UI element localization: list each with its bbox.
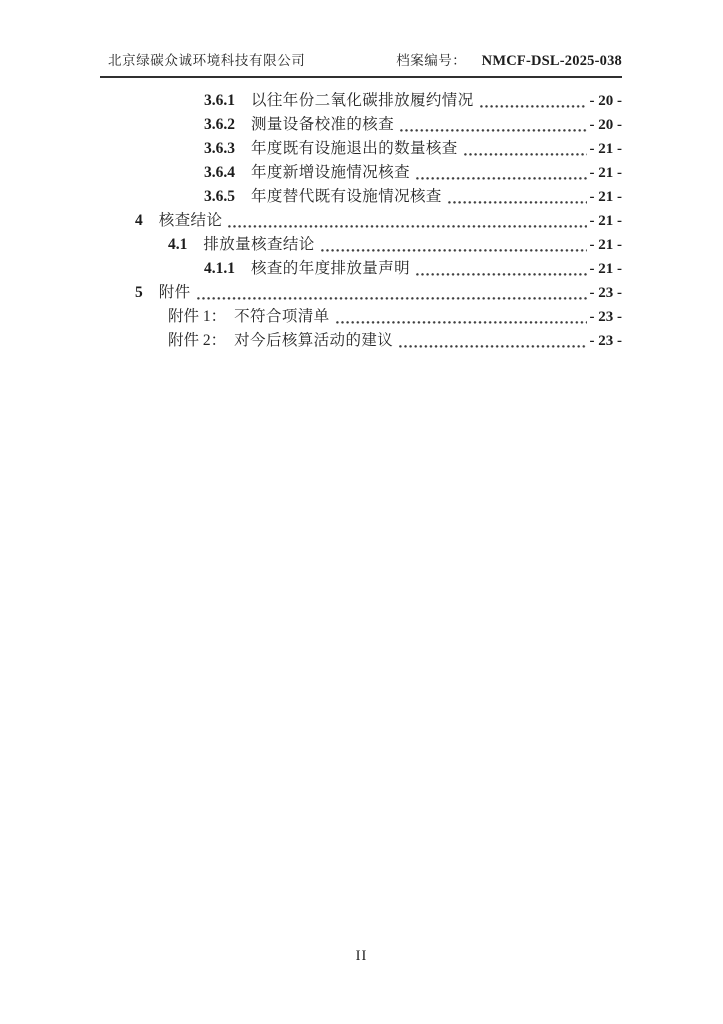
toc-dot-leader <box>416 273 586 276</box>
toc-entry-number: 3.6.5 <box>204 188 235 205</box>
page-number: II <box>355 948 368 964</box>
toc-entry-page: - 23 - <box>589 309 622 325</box>
toc-dot-leader <box>448 201 587 204</box>
toc-entry-page: - 20 - <box>589 93 622 109</box>
toc-entry <box>100 136 622 160</box>
toc-entry-title: 对今后核算活动的建议 <box>234 332 394 349</box>
toc-entry <box>100 304 622 328</box>
toc-entry <box>100 208 622 232</box>
table-of-contents <box>100 88 622 352</box>
doc-number-label: 档案编号： <box>396 53 467 68</box>
toc-entry <box>100 256 622 280</box>
toc-entry-page: - 21 - <box>589 141 622 157</box>
toc-entry <box>100 232 622 256</box>
toc-entry-number: 4 <box>135 212 143 229</box>
toc-entry-page: - 21 - <box>589 189 622 205</box>
toc-entry-page: - 20 - <box>589 117 622 133</box>
toc-entry <box>100 184 622 208</box>
toc-entry-page: - 21 - <box>589 261 622 277</box>
page-header <box>100 49 622 78</box>
toc-entry <box>100 160 622 184</box>
toc-dot-leader <box>399 345 586 348</box>
toc-entry-page: - 21 - <box>589 237 622 253</box>
toc-dot-leader <box>400 129 586 132</box>
toc-entry-title: 排放量核查结论 <box>203 236 315 253</box>
toc-entry-number: 3.6.4 <box>204 164 235 181</box>
toc-entry-title: 年度替代既有设施情况核查 <box>251 188 442 205</box>
toc-entry-number: 3.6.1 <box>204 92 235 109</box>
toc-entry-title: 年度既有设施退出的数量核查 <box>251 140 458 157</box>
toc-entry-title: 不符合项清单 <box>234 308 330 325</box>
toc-entry <box>100 112 622 136</box>
toc-entry-number: 附件 1： <box>168 308 227 325</box>
toc-entry-title: 测量设备校准的核查 <box>251 116 395 133</box>
toc-entry <box>100 328 622 352</box>
toc-entry-title: 核查的年度排放量声明 <box>251 260 411 277</box>
toc-entry-page: - 21 - <box>589 165 622 181</box>
toc-entry-page: - 23 - <box>589 285 622 301</box>
toc-entry-number: 4.1 <box>168 236 188 253</box>
toc-entry-number: 3.6.2 <box>204 116 235 133</box>
toc-entry-page: - 21 - <box>589 213 622 229</box>
toc-entry-title: 附件 <box>158 284 191 301</box>
toc-dot-leader <box>228 225 586 228</box>
toc-dot-leader <box>321 249 587 252</box>
doc-number-value: NMCF-DSL-2025-038 <box>481 53 622 69</box>
toc-entry <box>100 88 622 112</box>
toc-entry-title: 核查结论 <box>158 212 223 229</box>
toc-entry-number: 4.1.1 <box>204 260 235 277</box>
toc-entry-page: - 23 - <box>589 333 622 349</box>
toc-dot-leader <box>480 105 587 108</box>
toc-dot-leader <box>416 177 586 180</box>
toc-entry-number: 附件 2： <box>168 332 227 349</box>
toc-dot-leader <box>336 321 587 324</box>
toc-dot-leader <box>197 297 587 300</box>
toc-entry-title: 以往年份二氧化碳排放履约情况 <box>251 92 474 109</box>
toc-entry-title: 年度新增设施情况核查 <box>251 164 411 181</box>
company-name: 北京绿碳众诚环境科技有限公司 <box>108 53 306 68</box>
page-footer <box>0 948 723 965</box>
doc-number-group <box>396 49 622 70</box>
toc-dot-leader <box>464 153 587 156</box>
toc-entry <box>100 280 622 304</box>
toc-entry-number: 5 <box>135 284 143 301</box>
toc-entry-number: 3.6.3 <box>204 140 235 157</box>
